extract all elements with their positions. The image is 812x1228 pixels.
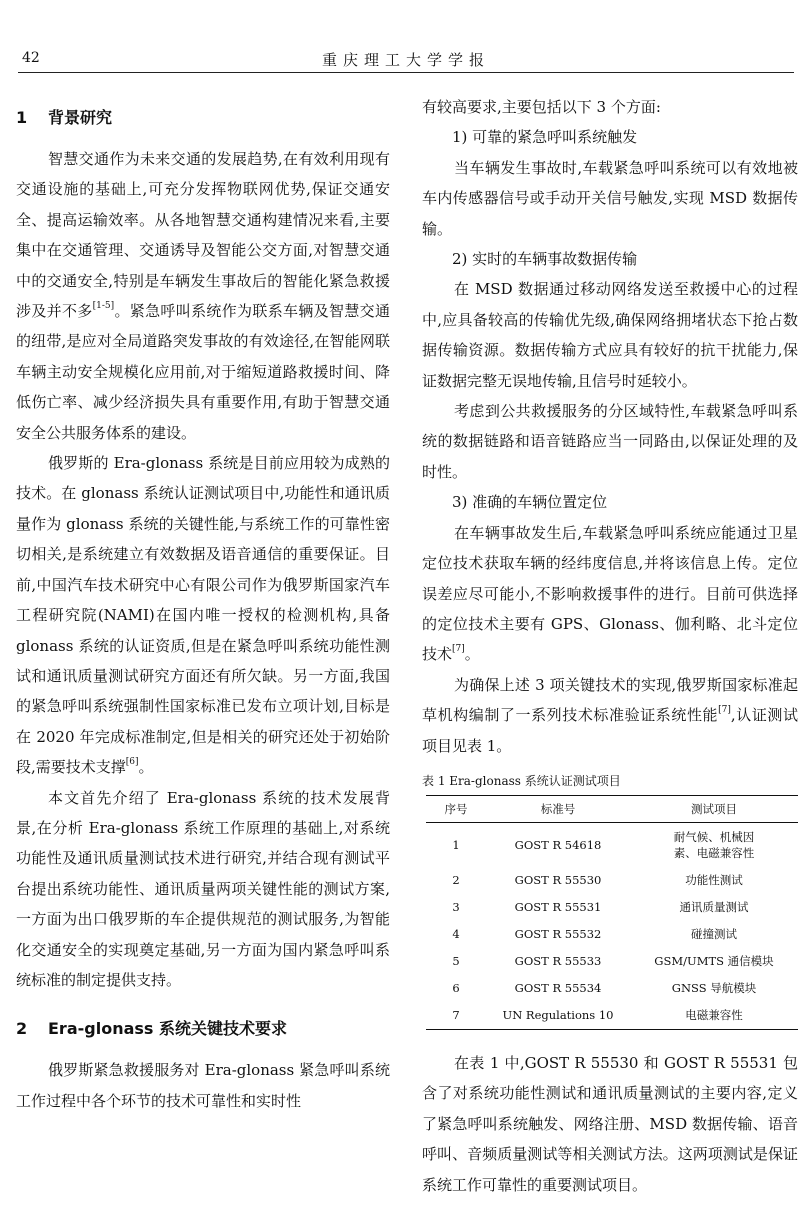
section-2-number: 2	[16, 1019, 28, 1039]
paragraph-1	[16, 144, 390, 448]
table-row	[426, 867, 798, 894]
paragraph-4: 俄罗斯紧急救援服务对 Era-glonass 紧急呼叫系统工作过程中各个环节的技术可靠性和实时性	[16, 1061, 390, 1110]
table-row	[426, 921, 798, 948]
subheading-1: 1) 可靠的紧急呼叫系统触发	[452, 128, 638, 147]
paragraph-1-rest: 。紧急呼叫系统作为联系车辆及智慧交通的纽带,是应对全局道路突发事故的有效途径,在智能网联车辆主动安全规模化应用前,对于缩短道路救援时间、降低伤亡率、减少经济损失具有重要作用,有助于智慧交通安全公共服务体系的建设。	[16, 302, 390, 442]
section-1-heading	[16, 104, 390, 132]
section-2-heading	[16, 1015, 390, 1043]
paragraph-routing: 考虑到公共救援服务的分区域特性,车载紧急呼叫系统的数据链路和语音链路应当一同路由,以保证处理的及时性。	[422, 402, 798, 481]
journal-name: 重庆理工大学学报	[321, 51, 490, 69]
table-row	[426, 894, 798, 921]
table-cell: 6	[452, 981, 460, 996]
table-header-cell: 标准号	[486, 795, 630, 822]
page-number: 42	[22, 50, 40, 66]
table-cell: UN Regulations 10	[486, 1002, 630, 1030]
table-cell: 功能性测试	[685, 873, 743, 888]
paragraph-standards-text: 为确保上述 3 项关键技术的实现,俄罗斯国家标准起草机构编制了一系列技术标准验证系统性能	[422, 675, 798, 725]
section-2-title: Era-glonass 系统关键技术要求	[48, 1019, 287, 1039]
paragraph-2	[16, 448, 390, 782]
paragraph-continued: 有较高要求,主要包括以下 3 个方面:	[422, 98, 661, 116]
paragraph-after-table: 在表 1 中,GOST R 55530 和 GOST R 55531 包含了对系统功能性测试和通讯质量测试的主要内容,定义了紧急呼叫系统触发、网络注册、MSD 数据传输、语音呼叫、音频质量测试等相关测试方法。这两项测试是保证系统工作可靠性的重要测试项目。	[422, 1053, 798, 1194]
table-row	[426, 975, 798, 1002]
table-cell: 2	[452, 873, 460, 888]
table-cell: GOST R 55534	[514, 981, 602, 996]
table-row	[426, 948, 798, 975]
table-cell: 4	[452, 927, 460, 942]
citation: [6]	[125, 757, 139, 768]
table-header-cell: 序号	[426, 795, 486, 822]
section-1-title: 背景研究	[48, 108, 113, 127]
table-cell: 1	[452, 837, 460, 852]
table-cell: GOST R 55531	[514, 900, 602, 915]
paragraph-standards	[422, 670, 798, 761]
page-header	[18, 42, 794, 73]
table-cell: GOST R 55530	[514, 873, 602, 888]
paragraph-2-text: 俄罗斯的 Era-glonass 系统是目前应用较为成熟的技术。在 glonass 系统认证测试项目中,功能性和通讯质量作为 glonass 系统的关键性能,与系统工作的可靠性密切相关,是系统建立有效数据及语音通信的重要保证。目前,中国汽车技术研究中心有限公司作为俄罗斯国家汽车工程研究院(NAMI)在国内唯一授权的检测机构,具备 glonass 系统的认证资质,但是在紧急呼叫系统功能性测试和通讯质量测试研究方面还有所欠缺。另一方面,我国的紧急呼叫系统强制性国家标准已发布立项计划,目标是在 2020 年完成标准制定,但是相关的研究还处于初始阶段,需要技术支撑	[16, 454, 390, 777]
paragraph-2-rest: 。	[138, 758, 154, 777]
table-cell: GSM/UMTS 通信模块	[654, 954, 774, 969]
table-cell: 碰撞测试	[691, 927, 737, 942]
table-cell: GOST R 55532	[514, 927, 602, 942]
table-cell: 耐气候、机械因素、电磁兼容性	[673, 829, 755, 860]
table-cell: 5	[452, 954, 460, 969]
right-column	[422, 92, 798, 1200]
paragraph-3: 本文首先介绍了 Era-glonass 系统的技术发展背景,在分析 Era-glonass 系统工作原理的基础上,对系统功能性及通讯质量测试技术进行研究,并结合现有测试平台提出系统功能性、通讯质量两项关键性能的测试方案,一方面为出口俄罗斯的车企提供规范的测试服务,为智能化交通安全的实现奠定基础,另一方面为国内紧急呼叫系统标准的制定提供支持。	[16, 788, 390, 989]
table-row	[426, 822, 798, 867]
paragraph-positioning-text: 在车辆事故发生后,车载紧急呼叫系统应能通过卫星定位技术获取车辆的经纬度信息,并将该信息上传。定位误差应尽可能小,不影响救援事件的进行。目前可供选择的定位技术主要有 GPS、Glonass、伽利略、北斗定位技术	[422, 523, 798, 664]
table-cell: GOST R 55533	[514, 954, 602, 969]
table-cell: GOST R 54618	[514, 837, 602, 852]
table-cell: 通讯质量测试	[679, 900, 749, 915]
table-cell: 电磁兼容性	[630, 1002, 798, 1030]
table-caption: 表 1 Era-glonass 系统认证测试项目	[422, 773, 621, 788]
paragraph-transmission: 在 MSD 数据通过移动网络发送至救援中心的过程中,应具备较高的传输优先级,确保网络拥堵状态下抢占数据传输资源。数据传输方式应具有较好的抗干扰能力,保证数据完整无误地传输,且信号时延较小。	[422, 280, 798, 390]
paragraph-positioning-rest: 。	[464, 645, 480, 664]
citation: [7]	[718, 705, 731, 716]
table-header-cell: 测试项目	[630, 795, 798, 822]
table-cell: 7	[426, 1002, 486, 1030]
subheading-3: 3) 准确的车辆位置定位	[452, 493, 608, 512]
table-row	[426, 1002, 798, 1030]
left-column	[16, 92, 390, 1116]
table-cell: GNSS 导航模块	[671, 981, 757, 996]
table-cell: 3	[452, 900, 460, 915]
paragraph-standards-rest: ,认证测试项目见表 1。	[422, 706, 798, 755]
citation: [7]	[452, 644, 465, 655]
paragraph-trigger: 当车辆发生事故时,车载紧急呼叫系统可以有效地被车内传感器信号或手动开关信号触发,实现 MSD 数据传输。	[422, 158, 798, 238]
section-1-number: 1	[16, 108, 28, 127]
paragraph-1-text: 智慧交通作为未来交通的发展趋势,在有效利用现有交通设施的基础上,可充分发挥物联网优势,保证交通安全、提高运输效率。从各地智慧交通构建情况来看,主要集中在交通管理、交通诱导及智能公交方面,对智慧交通中的交通安全,特别是车辆发生事故后的智能化紧急救援涉及并不多	[16, 150, 390, 321]
subheading-2: 2) 实时的车辆事故数据传输	[452, 250, 638, 269]
test-items-table	[426, 795, 798, 1030]
table-header-row	[426, 795, 798, 822]
paragraph-positioning	[422, 518, 798, 670]
citation: [1-5]	[92, 301, 115, 312]
